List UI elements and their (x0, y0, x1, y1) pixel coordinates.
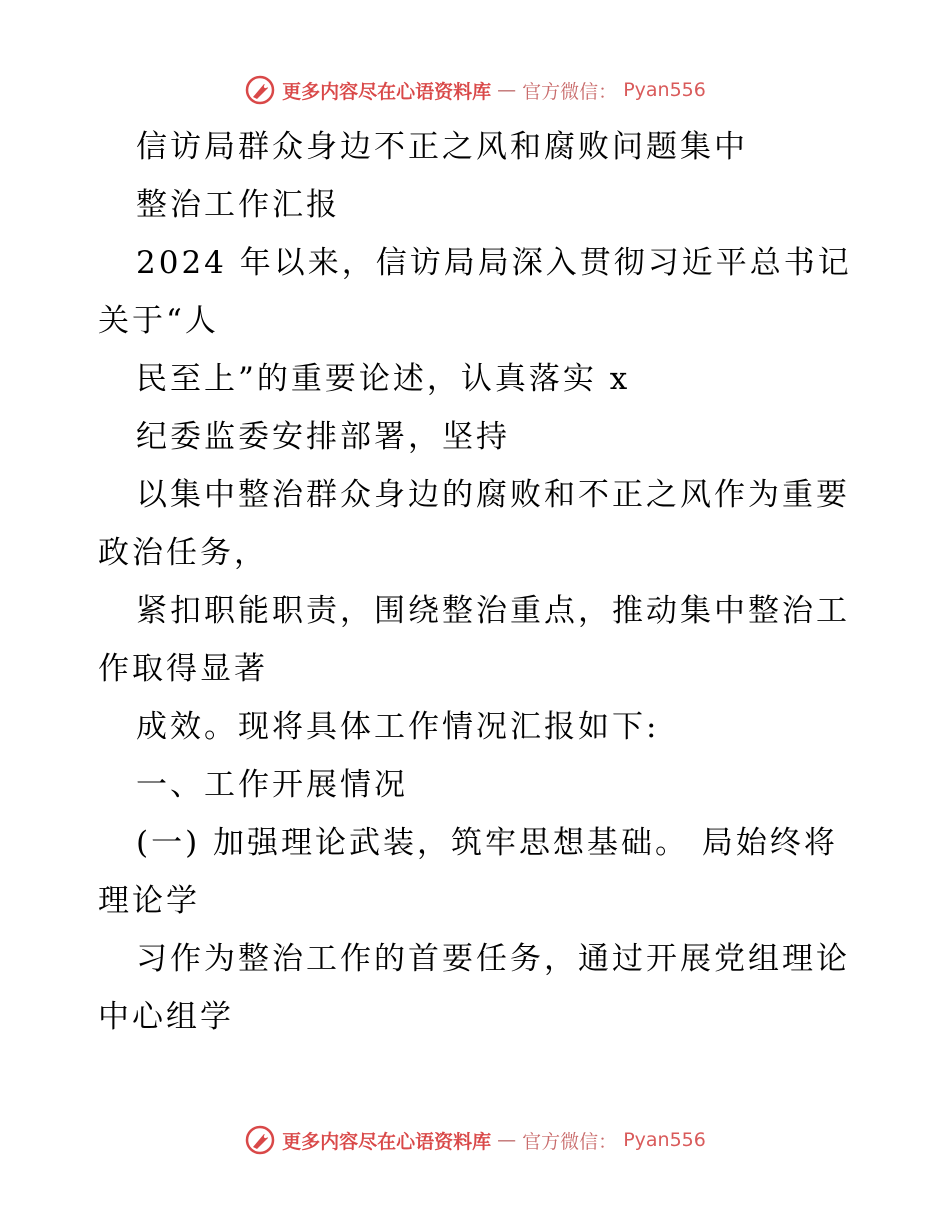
doc-subsection-heading: (一) 加强理论武装，筑牢思想基础。 局始终将 (136, 825, 838, 861)
doc-title-line-1: 信访局群众身边不正之风和腐败问题集中 (136, 129, 748, 165)
watermark-header (0, 70, 950, 110)
watermark-separator: — (497, 1129, 517, 1151)
pen-nib-circle-icon (244, 1124, 276, 1156)
doc-text-line: 关于“人 (98, 303, 219, 339)
watermark-separator: — (497, 79, 517, 101)
doc-title-line-2: 整治工作汇报 (136, 187, 340, 223)
doc-text-line: 成效。现将具体工作情况汇报如下: (136, 709, 660, 745)
watermark-footer (0, 1120, 950, 1160)
doc-section-heading: 一、工作开展情况 (136, 767, 408, 803)
doc-text-line: 纪委监委安排部署，坚持 (136, 419, 510, 455)
watermark-site-text: 更多内容尽在心语资料库 (282, 1130, 492, 1153)
doc-text-line: 紧扣职能职责，围绕整治重点，推动集中整治工 (136, 593, 850, 629)
watermark-label: 官方微信： (522, 1130, 618, 1153)
doc-text-line: 作取得显著 (98, 651, 268, 687)
doc-text-line: 习作为整治工作的首要任务，通过开展党组理论 (136, 941, 850, 977)
doc-text-line: 理论学 (98, 883, 200, 919)
watermark-label: 官方微信： (522, 80, 618, 103)
watermark-id: Pyan556 (623, 79, 706, 101)
doc-text-line: 政治任务， (98, 535, 268, 571)
watermark-site-text: 更多内容尽在心语资料库 (282, 80, 492, 103)
pen-nib-circle-icon (244, 74, 276, 106)
doc-text-line: 以集中整治群众身边的腐败和不正之风作为重要 (136, 477, 850, 513)
doc-text-line: 中心组学 (98, 999, 234, 1035)
doc-text-line: 民至上”的重要论述，认真落实 x (136, 361, 631, 397)
watermark-id: Pyan556 (623, 1129, 706, 1151)
doc-text-line: 2024 年以来，信访局局深入贯彻习近平总书记 (136, 245, 852, 281)
